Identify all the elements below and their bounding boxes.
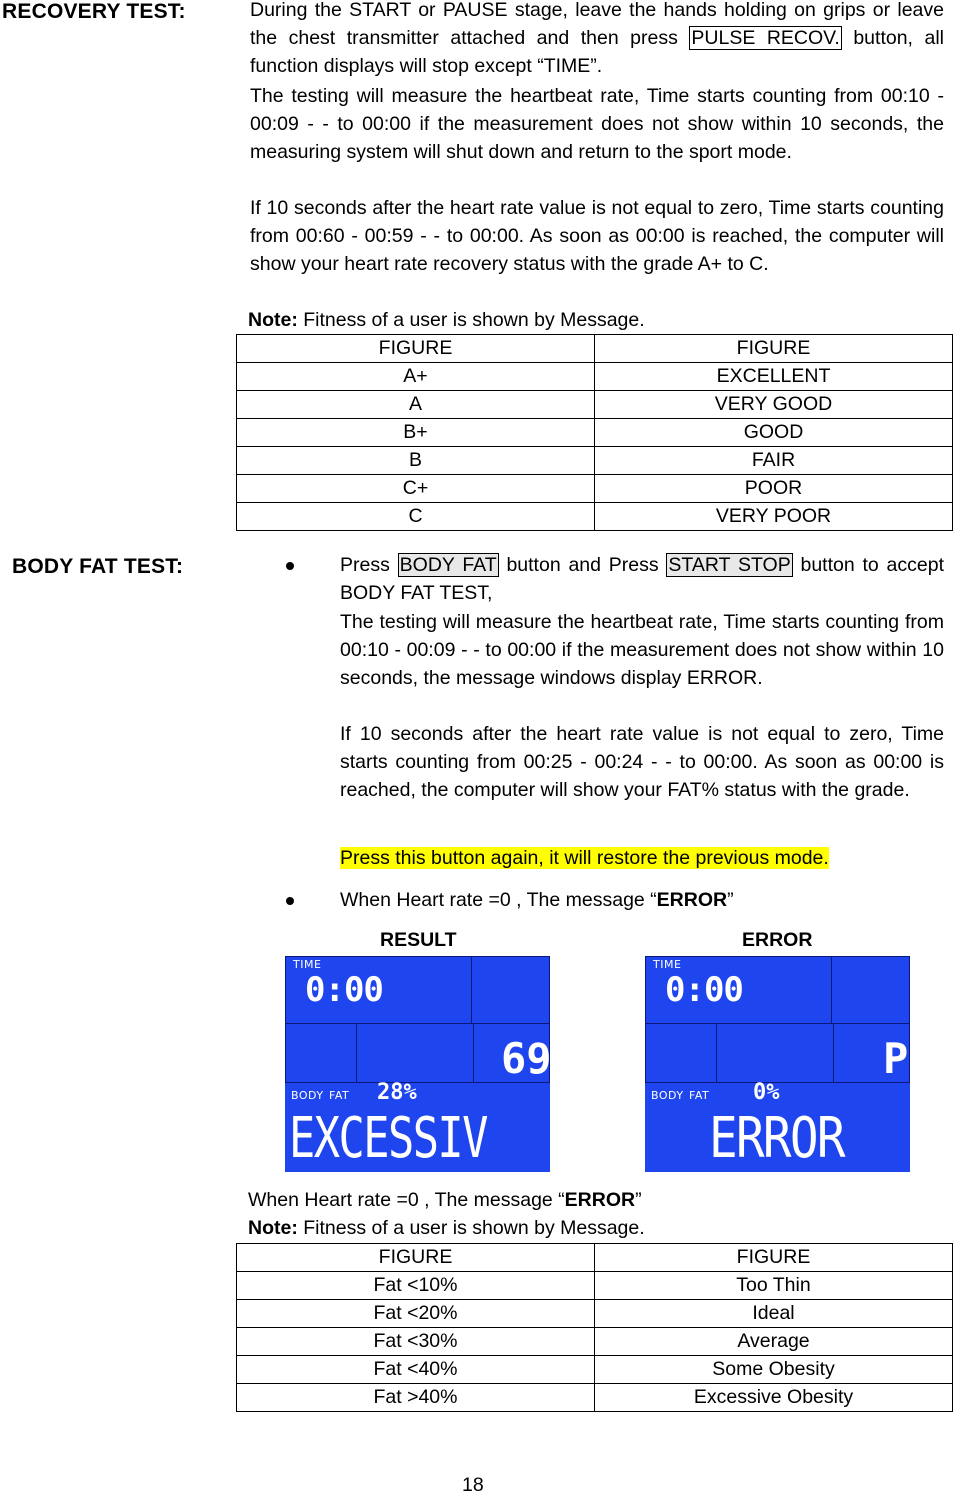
table-cell: Excessive Obesity [595, 1384, 953, 1412]
bodyfat-highlight-note [340, 844, 829, 872]
bodyfat-note [248, 1214, 645, 1242]
table-row [237, 363, 953, 391]
bodyfat-paragraph-2: The testing will measure the heartbeat rate, Time starts counting from 00:10 - 00:09 - - to 00:00 if the measurement does not show within 10 seconds, the message windows display ERROR. [340, 611, 944, 689]
table-cell: Fat <30% [237, 1328, 595, 1356]
error-word: ERROR [564, 1189, 636, 1211]
table-cell: A+ [237, 363, 595, 391]
error-label: ERROR [742, 929, 813, 951]
lcd-fat-label: FAT [329, 1089, 350, 1102]
recovery-note-label: Note: [248, 309, 298, 331]
recovery-test-title: RECOVERY TEST: [2, 0, 186, 23]
table-cell: GOOD [595, 419, 953, 447]
body-fat-test-title: BODY FAT TEST: [12, 555, 184, 578]
table-header-cell: FIGURE [237, 1244, 595, 1272]
lcd-message: EXCESSIV [289, 1106, 487, 1171]
bodyfat-bullet-1 [340, 551, 944, 607]
lcd-error-display [645, 956, 910, 1172]
lcd-body-label: BODY [651, 1089, 684, 1102]
table-row [237, 1328, 953, 1356]
bodyfat-bullet-2 [340, 886, 734, 914]
lcd-result-display [285, 956, 550, 1172]
table-cell: Average [595, 1328, 953, 1356]
lcd-fat-percent: 28% [377, 1080, 417, 1105]
table-cell: EXCELLENT [595, 363, 953, 391]
table-row [237, 475, 953, 503]
table-cell: C+ [237, 475, 595, 503]
table-header-row [237, 1244, 953, 1272]
bodyfat-b2-text-a: When Heart rate =0 , The message “ [340, 889, 657, 911]
lcd-message: ERROR [709, 1106, 844, 1171]
table-header-cell: FIGURE [237, 335, 595, 363]
error-word: ERROR [656, 889, 728, 911]
table-cell: Some Obesity [595, 1356, 953, 1384]
bodyfat-note-label: Note: [248, 1217, 298, 1239]
lcd-time-value: 0:00 [665, 970, 743, 1010]
recovery-paragraph-1 [250, 0, 944, 80]
recovery-note-text: Fitness of a user is shown by Message. [297, 309, 645, 331]
table-cell: VERY GOOD [595, 391, 953, 419]
recovery-paragraph-2: The testing will measure the heartbeat rate, Time starts counting from 00:10 - 00:09 - - to 00:00 if the measurement does not show within 10 seconds, the measuring system will shut down and return to the sport mode. [250, 85, 944, 163]
table-cell: Ideal [595, 1300, 953, 1328]
lcd-time-value: 0:00 [305, 970, 383, 1010]
lcd-pulse-value: P [883, 1034, 909, 1083]
table-row [237, 1272, 953, 1300]
bodyfat-b1-text-c: button to accept BODY FAT TEST, [340, 554, 944, 604]
lcd-pulse-value: 69 [501, 1034, 552, 1083]
bullet-icon [286, 897, 294, 905]
bodyfat-b1-text-b: button and Press [498, 554, 667, 576]
table-row [237, 1384, 953, 1412]
highlighted-text: Press this button again, it will restore the previous mode. [340, 847, 829, 869]
result-label: RESULT [380, 929, 457, 951]
bodyfat-b1-text-a: Press [340, 554, 398, 576]
table-row [237, 503, 953, 531]
table-row [237, 419, 953, 447]
table-row [237, 447, 953, 475]
table-row [237, 1356, 953, 1384]
table-cell: B+ [237, 419, 595, 447]
lcd-time-label: TIME [653, 958, 682, 971]
bodyfat-msg-text-b: ” [635, 1189, 642, 1211]
table-cell: FAIR [595, 447, 953, 475]
bodyfat-grade-table [236, 1243, 953, 1412]
bodyfat-paragraph-3: If 10 seconds after the heart rate value is not equal to zero, Time starts counting from 00:25 - 00:24 - - to 00:00. As soon as 00:00 is reached, the computer will show your FAT% status with the grade. [340, 723, 944, 801]
bodyfat-error-message-line [248, 1186, 642, 1214]
table-cell: C [237, 503, 595, 531]
lcd-fat-label: FAT [689, 1089, 710, 1102]
lcd-fat-percent: 0% [753, 1080, 780, 1105]
pulse-recov-button-label: PULSE RECOV. [691, 27, 840, 49]
recovery-note [248, 306, 942, 334]
table-cell: VERY POOR [595, 503, 953, 531]
recovery-paragraph-3: If 10 seconds after the heart rate value is not equal to zero, Time starts counting from 00:60 - 00:59 - - to 00:00. As soon as 00:00 is reached, the computer will show your heart rate recovery status with the grade A+ to C. [250, 197, 944, 275]
table-row [237, 1300, 953, 1328]
recovery-grade-table [236, 334, 953, 531]
recovery-p1-text-b: button, all function displays will stop except “TIME”. [250, 27, 944, 77]
bullet-icon [286, 562, 294, 570]
table-cell: POOR [595, 475, 953, 503]
lcd-time-label: TIME [293, 958, 322, 971]
table-cell: Fat >40% [237, 1384, 595, 1412]
table-row [237, 391, 953, 419]
recovery-p1-text-a: During the START or PAUSE stage, leave the hands holding on grips or leave the chest transmitter attached and then press [250, 0, 944, 49]
lcd-body-label: BODY [291, 1089, 324, 1102]
table-cell: A [237, 391, 595, 419]
bodyfat-note-text: Fitness of a user is shown by Message. [297, 1217, 645, 1239]
table-cell: B [237, 447, 595, 475]
bodyfat-msg-text-a: When Heart rate =0 , The message “ [248, 1189, 565, 1211]
body-fat-button-label: BODY FAT [399, 554, 497, 576]
page-number: 18 [462, 1474, 484, 1496]
table-cell: Fat <10% [237, 1272, 595, 1300]
table-cell: Too Thin [595, 1272, 953, 1300]
table-header-cell: FIGURE [595, 1244, 953, 1272]
start-stop-button-label: START STOP [668, 554, 791, 576]
bodyfat-b2-text-b: ” [727, 889, 734, 911]
table-cell: Fat <40% [237, 1356, 595, 1384]
table-cell: Fat <20% [237, 1300, 595, 1328]
table-header-row [237, 335, 953, 363]
table-header-cell: FIGURE [595, 335, 953, 363]
